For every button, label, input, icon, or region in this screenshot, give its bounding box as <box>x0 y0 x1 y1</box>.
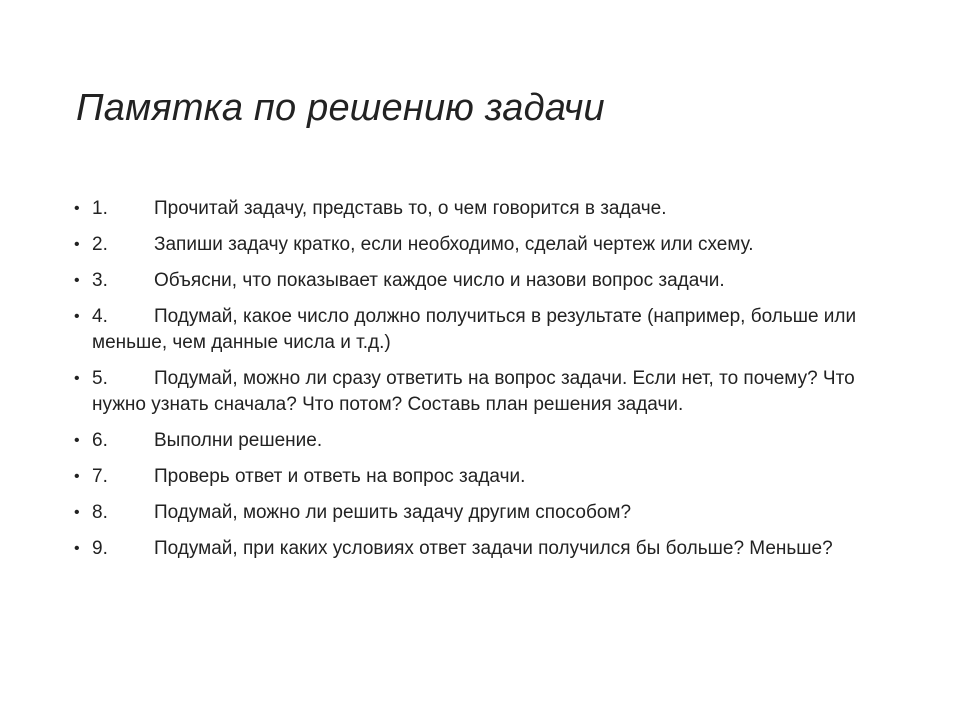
item-number: 1. <box>92 198 108 219</box>
item-number: 5. <box>92 368 108 389</box>
list-item <box>74 268 894 294</box>
list-item <box>74 196 894 222</box>
item-number: 7. <box>92 466 108 487</box>
bullet-icon: • <box>74 370 80 387</box>
bullet-icon: • <box>74 272 80 289</box>
item-text: Подумай, какое число должно получиться в результате (например, больше или меньше, чем данные числа и т.д.) <box>92 306 857 353</box>
item-text: Выполни решение. <box>154 430 323 451</box>
item-text: Проверь ответ и ответь на вопрос задачи. <box>154 466 526 487</box>
bullet-icon: • <box>74 236 80 253</box>
item-text: Объясни, что показывает каждое число и назови вопрос задачи. <box>154 270 725 291</box>
bullet-icon: • <box>74 468 80 485</box>
list-item <box>74 464 894 490</box>
list-item <box>74 304 894 356</box>
item-text: Прочитай задачу, представь то, о чем говорится в задаче. <box>154 198 667 219</box>
bullet-icon: • <box>74 200 80 217</box>
item-number: 9. <box>92 538 108 559</box>
item-number: 8. <box>92 502 108 523</box>
list-item <box>74 428 894 454</box>
slide-title: Памятка по решению задачи <box>76 87 605 129</box>
bullet-icon: • <box>74 504 80 521</box>
item-text: Подумай, можно ли решить задачу другим способом? <box>154 502 632 523</box>
bullet-icon: • <box>74 540 80 557</box>
item-text: Запиши задачу кратко, если необходимо, сделай чертеж или схему. <box>154 234 754 255</box>
item-text: Подумай, при каких условиях ответ задачи получился бы больше? Меньше? <box>154 538 833 559</box>
item-number: 6. <box>92 430 108 451</box>
instruction-list <box>74 196 894 572</box>
item-text: Подумай, можно ли сразу ответить на вопрос задачи. Если нет, то почему? Что нужно узнать сначала? Что потом? Составь план решения задачи. <box>92 368 855 415</box>
list-item <box>74 536 894 562</box>
item-number: 3. <box>92 270 108 291</box>
item-number: 4. <box>92 306 108 327</box>
bullet-icon: • <box>74 432 80 449</box>
bullet-icon: • <box>74 308 80 325</box>
list-item <box>74 500 894 526</box>
list-item <box>74 366 894 418</box>
list-item <box>74 232 894 258</box>
item-number: 2. <box>92 234 108 255</box>
